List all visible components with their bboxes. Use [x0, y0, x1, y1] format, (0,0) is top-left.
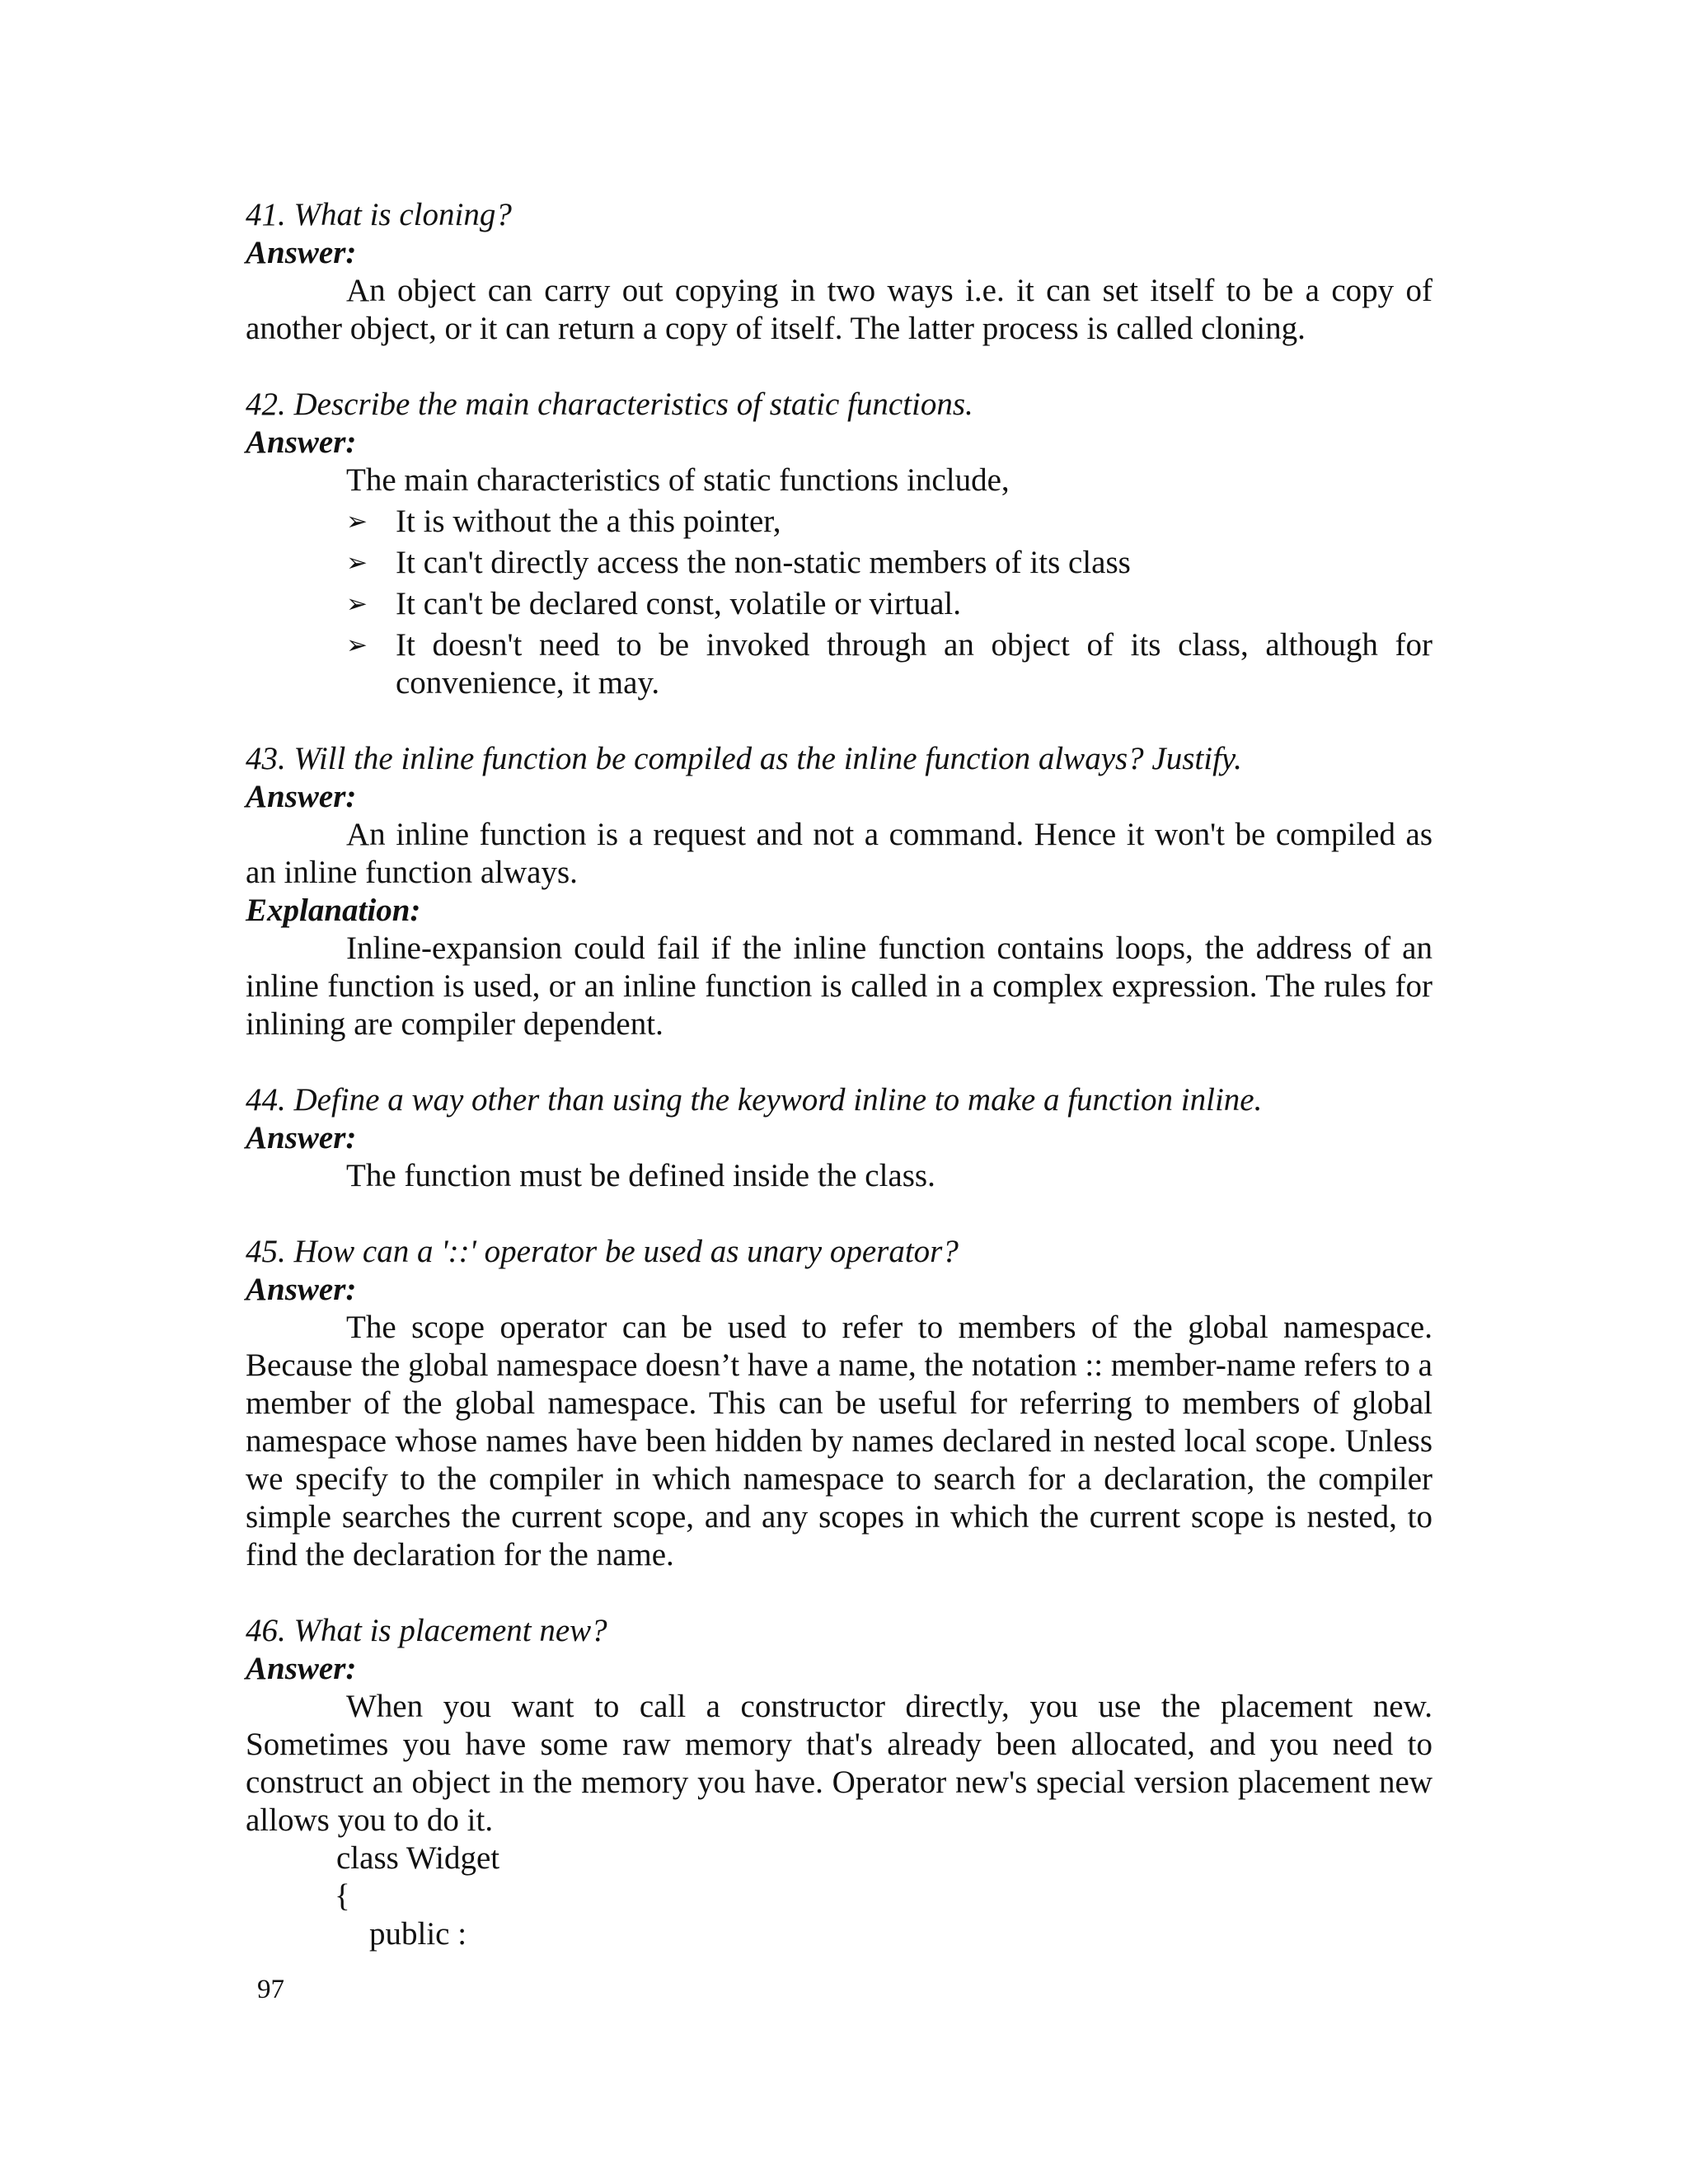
question-46: [246, 1612, 1432, 1953]
answer-label: Answer:: [246, 1120, 357, 1155]
question-text: 45. How can a '::' operator be used as unary operator?: [246, 1234, 959, 1269]
answer-label: Answer:: [246, 1651, 357, 1686]
answer-label: Answer:: [246, 235, 357, 270]
bullet-item: ➢ It is without the a this pointer,: [396, 503, 1432, 541]
answer-text: The function must be defined inside the class.: [346, 1158, 935, 1193]
code-line: public :: [369, 1916, 467, 1952]
question-41: [246, 196, 1432, 348]
question-text: 46. What is placement new?: [246, 1613, 607, 1648]
answer-text: An object can carry out copying in two ways i.e. it can set itself to be a copy of another object, or it can return a copy of itself. The latter process is called cloning.: [246, 273, 1432, 346]
code-block: [246, 1840, 1432, 1953]
page-number: 97: [257, 1975, 284, 2004]
bullet-item: ➢ It can't be declared const, volatile or virtual.: [396, 585, 1432, 623]
answer-text: An inline function is a request and not a command. Hence it won't be compiled as an inline function always.: [246, 817, 1432, 890]
bullet-item: ➢ It doesn't need to be invoked through an object of its class, although for convenience, it may.: [396, 626, 1432, 702]
question-text: 41. What is cloning?: [246, 197, 512, 232]
answer-text: The scope operator can be used to refer to members of the global namespace. Because the global namespace doesn’t have a name, the notation :: member-name refers to a member of the global namespace. This can be useful for referring to members of global namespace whose names have been hidden by names declared in nested local scope. Unless we specify to the compiler in which namespace to search for a declaration, the compiler simple searches the current scope, and any scopes in which the current scope is nested, to find the declaration for the name.: [246, 1310, 1432, 1572]
question-text: 43. Will the inline function be compiled as the inline function always? Justify.: [246, 741, 1242, 776]
bullet-list: [246, 503, 1432, 702]
question-text: 44. Define a way other than using the keyword inline to make a function inline.: [246, 1082, 1263, 1118]
explanation-label: Explanation:: [246, 893, 421, 928]
document-page: [246, 196, 1432, 1991]
answer-label: Answer:: [246, 424, 357, 460]
answer-label: Answer:: [246, 1272, 357, 1307]
question-text: 42. Describe the main characteristics of static functions.: [246, 387, 973, 422]
bullet-item: ➢ It can't directly access the non-static members of its class: [396, 544, 1432, 582]
question-43: [246, 740, 1432, 1043]
answer-intro: The main characteristics of static functions include,: [346, 462, 1010, 498]
question-45: [246, 1233, 1432, 1574]
answer-text: When you want to call a constructor directly, you use the placement new. Sometimes you have some raw memory that's already been allocated, and you need to construct an object in the memory you have. Operator new's special version placement new allows you to do it.: [246, 1689, 1432, 1838]
explanation-text: Inline-expansion could fail if the inline function contains loops, the address of an inline function is used, or an inline function is called in a complex expression. The rules for inlining are compiler dependent.: [246, 930, 1432, 1042]
code-line: {: [335, 1878, 350, 1914]
question-44: [246, 1081, 1432, 1195]
answer-label: Answer:: [246, 779, 357, 814]
code-line: class Widget: [336, 1840, 500, 1876]
question-42: [246, 386, 1432, 702]
